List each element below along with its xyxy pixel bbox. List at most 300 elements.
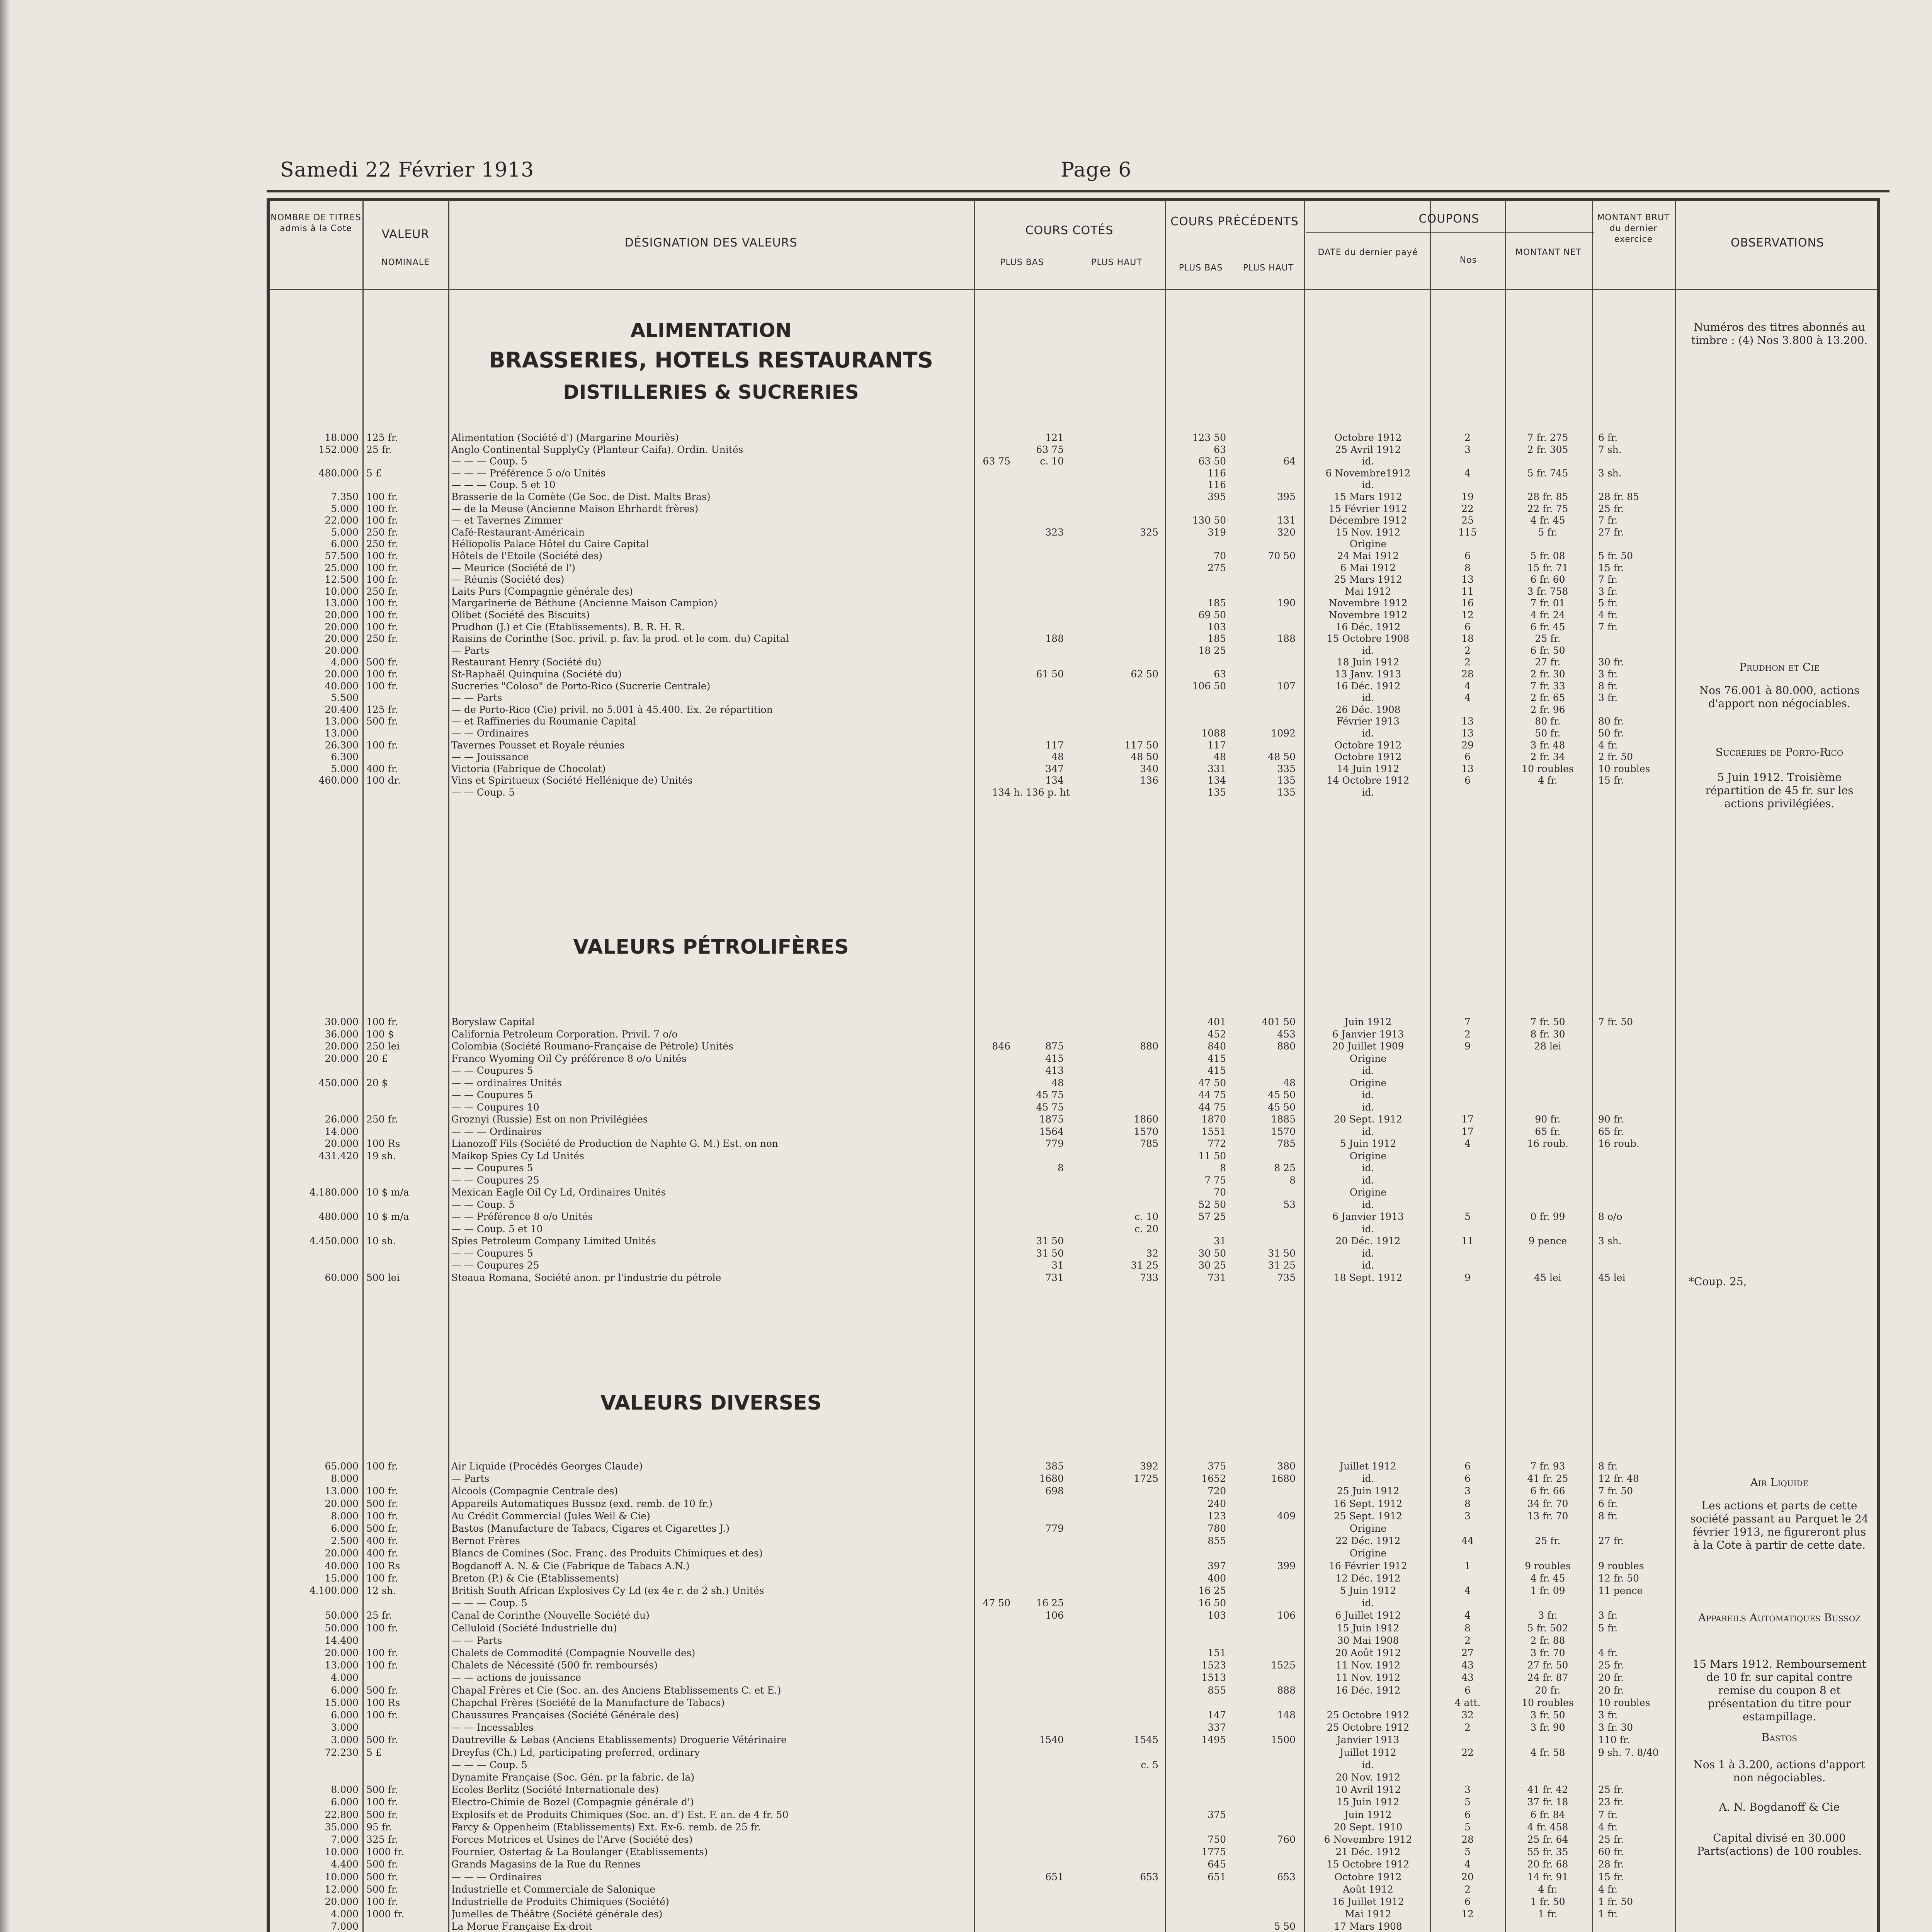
cell-cours-prec-haut: 453: [1277, 1028, 1296, 1040]
cell-valeur-nominale: 250 fr.: [366, 1114, 398, 1125]
cell-titres-admis: 4.450.000: [309, 1235, 359, 1247]
cell-valeur-nominale: 100 fr.: [366, 574, 398, 585]
cell-cours-prec-haut: 395: [1277, 491, 1296, 502]
cell-coupon-date: Juillet 1912: [1340, 1747, 1396, 1758]
cell-montant-brut: 8 o/o: [1598, 1211, 1622, 1222]
cell-coupon-date: id.: [1362, 456, 1374, 467]
cell-designation: — — — Ordinaires: [451, 1871, 542, 1883]
cell-titres-admis: 460.000: [318, 775, 359, 786]
cell-valeur-nominale: 250 fr.: [366, 585, 398, 597]
cell-valeur-nominale: 250 fr.: [366, 633, 398, 645]
table-row: [270, 1908, 1877, 1920]
cell-montant-net: 20 fr.: [1535, 1684, 1561, 1696]
cell-designation: Héliopolis Palace Hôtel du Caire Capital: [451, 538, 649, 550]
cell-montant-net: 28 fr. 85: [1527, 491, 1568, 502]
cell-coupon-date: 20 Nov. 1912: [1335, 1772, 1401, 1783]
cell-cours-prec-haut: 8: [1289, 1174, 1296, 1186]
cell-cours-prec-bas: 415: [1208, 1065, 1226, 1076]
cell-cours-cote-bas: 698: [1045, 1485, 1064, 1497]
cell-cours-prec-haut: 653: [1277, 1871, 1296, 1883]
cell-coupon-numero: 5: [1464, 1796, 1471, 1808]
table-row: [270, 1272, 1877, 1284]
cell-coupon-numero: 9: [1464, 1041, 1471, 1052]
cell-titres-admis: 20.000: [325, 1138, 359, 1149]
cell-valeur-nominale: 100 fr.: [366, 1461, 398, 1472]
cell-montant-brut: 5 fr.: [1598, 1622, 1618, 1634]
cell-designation: — — Ordinaires: [451, 728, 529, 739]
table-row: [270, 1622, 1877, 1634]
cell-designation: — — Coupures 25: [451, 1260, 539, 1271]
cell-cours-cote-bas: 16 25: [1036, 1597, 1064, 1609]
col-montant-net: MONTANT NET: [1515, 248, 1582, 257]
cell-valeur-nominale: 5 £: [366, 467, 382, 479]
cell-cours-prec-haut: 399: [1277, 1560, 1296, 1571]
cell-designation: — — — Coup. 5 et 10: [451, 479, 556, 491]
cell-coupon-date: 14 Juin 1912: [1337, 763, 1400, 774]
cell-valeur-nominale: 100 fr.: [366, 1660, 398, 1671]
cell-valeur-nominale: 100 fr.: [366, 668, 398, 680]
cell-cours-cote-haut: 1570: [1134, 1126, 1158, 1137]
table-row: [270, 1759, 1877, 1771]
cell-montant-brut: 5 fr. 50: [1598, 550, 1633, 561]
cell-coupon-numero: 3: [1464, 444, 1471, 455]
cell-coupon-numero: 8: [1464, 1498, 1471, 1509]
cell-cours-cote-haut: 1725: [1134, 1473, 1158, 1485]
cell-cours-prec-bas: 750: [1208, 1834, 1226, 1845]
cell-designation: Celluloid (Société Industrielle du): [451, 1622, 617, 1634]
cell-coupon-numero: 4: [1464, 1138, 1471, 1149]
cell-cours-prec-haut: 760: [1277, 1834, 1296, 1845]
cell-montant-net: 80 fr.: [1535, 716, 1561, 727]
table-row: [270, 1635, 1877, 1646]
cell-cours-prec-bas: 645: [1208, 1859, 1226, 1870]
cell-cours-prec-bas: 30 25: [1198, 1260, 1226, 1271]
cell-coupon-date: id.: [1362, 692, 1374, 704]
cell-coupon-date: Origine: [1349, 1548, 1387, 1559]
cell-montant-brut: 9 sh. 7. 8/40: [1598, 1747, 1659, 1758]
cell-designation: Chalets de Nécessité (500 fr. remboursés): [451, 1660, 658, 1671]
cell-montant-net: 3 fr. 758: [1527, 585, 1568, 597]
cell-montant-net: 9 roubles: [1525, 1560, 1571, 1571]
cell-montant-brut: 90 fr.: [1598, 1114, 1624, 1125]
cell-montant-net: 5 fr.: [1538, 526, 1558, 538]
cell-coupon-numero: 3: [1464, 1510, 1471, 1522]
cell-coupon-date: Mai 1912: [1345, 585, 1391, 597]
obs-sucreries-title: Sucreries de Porto-Rico: [1715, 746, 1844, 759]
cell-coupon-numero: 3: [1464, 1784, 1471, 1796]
cell-montant-brut: 110 fr.: [1598, 1734, 1630, 1746]
cell-montant-brut: 1 fr.: [1598, 1908, 1618, 1920]
cell-titres-admis: 20.000: [325, 1548, 359, 1559]
cell-coupon-numero: 2: [1464, 656, 1471, 668]
cell-coupon-numero: 11: [1461, 585, 1474, 597]
cell-valeur-nominale: 100 fr.: [366, 1572, 398, 1584]
cell-montant-net: 16 roub.: [1527, 1138, 1568, 1149]
cell-cours-prec-bas: 840: [1208, 1041, 1226, 1052]
cell-cours-cote-bas: 134: [1045, 775, 1064, 786]
cell-designation: — Parts: [451, 645, 490, 656]
table-row: [270, 1734, 1877, 1746]
cell-designation: — Réunis (Société des): [451, 574, 565, 585]
table-row: [270, 1162, 1877, 1174]
cell-coupon-date: 16 Février 1912: [1329, 1560, 1407, 1571]
cell-valeur-nominale: 25 fr.: [366, 1610, 392, 1621]
cell-titres-admis: 6.000: [331, 538, 359, 550]
table-row: [270, 1709, 1877, 1721]
cell-designation: Hôtels de l'Etoile (Société des): [451, 550, 603, 561]
table-row: [270, 574, 1877, 585]
table-row: [270, 1535, 1877, 1547]
header-page-number: Page 6: [1061, 158, 1132, 182]
cell-designation: Forces Motrices et Usines de l'Arve (Société des): [451, 1834, 693, 1845]
cell-coupon-numero: 17: [1461, 1126, 1474, 1137]
cell-cours-prec-bas: 1652: [1201, 1473, 1226, 1485]
cell-cours-cote-bas: 117: [1045, 739, 1064, 751]
cell-montant-net: 4 fr. 24: [1530, 609, 1565, 621]
cell-montant-net: 55 fr. 35: [1527, 1846, 1568, 1858]
col-prec-plus-haut: PLUS HAUT: [1243, 263, 1294, 273]
cell-cours-cote-haut: 880: [1140, 1041, 1158, 1052]
col-nombre: NOMBRE DE TITRES admis à la Cote: [270, 213, 361, 233]
table-row: [270, 491, 1877, 503]
col-valeur: VALEUR: [381, 228, 430, 241]
cell-coupon-date: 22 Déc. 1912: [1335, 1535, 1401, 1547]
cell-cours-cote-bas: 1680: [1039, 1473, 1064, 1485]
cell-cours-prec-bas: 319: [1208, 526, 1226, 538]
cell-montant-brut: 3 fr. 30: [1598, 1722, 1633, 1733]
cell-cours-prec-bas: 151: [1208, 1647, 1226, 1658]
cell-designation: — — — Coup. 5: [451, 1597, 527, 1609]
obs-prudhon: Nos 76.001 à 80.000, actions d'apport non négociables.: [1699, 684, 1860, 710]
cell-montant-brut: 6 fr.: [1598, 1498, 1618, 1509]
cell-titres-admis: 20.000: [325, 1498, 359, 1509]
cell-coupon-numero: 3: [1464, 1485, 1471, 1497]
table-row: [270, 1672, 1877, 1684]
cell-titres-admis: 7.350: [331, 491, 359, 502]
cell-coupon-date: id.: [1362, 728, 1374, 739]
cell-cours-prec-bas: 31: [1214, 1235, 1226, 1247]
cell-cours-prec-bas: 397: [1208, 1560, 1226, 1571]
cell-coupon-numero: 12: [1461, 609, 1474, 621]
cell-valeur-nominale: 1000 fr.: [366, 1846, 404, 1858]
cell-titres-admis: 57.500: [325, 550, 359, 561]
cell-valeur-nominale: 500 fr.: [366, 1883, 398, 1895]
cell-cours-prec-bas: 401: [1208, 1016, 1226, 1027]
header-rule: [267, 190, 1889, 192]
cell-montant-net: 4 fr.: [1538, 1883, 1558, 1895]
cell-titres-admis: 13.000: [325, 728, 359, 739]
cell-montant-brut: 25 fr.: [1598, 503, 1624, 514]
table-row: [270, 1784, 1877, 1796]
cell-coupon-numero: 4: [1464, 692, 1471, 704]
cell-coupon-date: 5 Juin 1912: [1340, 1585, 1396, 1596]
cell-coupon-date: 11 Nov. 1912: [1335, 1672, 1401, 1684]
cell-montant-brut: 20 fr.: [1598, 1684, 1624, 1696]
table-row: [270, 633, 1877, 645]
cell-valeur-nominale: 100 fr.: [366, 621, 398, 633]
cell-coupon-date: 6 Mai 1912: [1340, 562, 1396, 573]
cell-titres-admis: 25.000: [325, 562, 359, 573]
cell-montant-net: 5 fr. 08: [1530, 550, 1565, 561]
cell-valeur-nominale: 100 Rs: [366, 1138, 400, 1149]
cell-montant-brut: 6 fr.: [1598, 432, 1618, 443]
table-row: [270, 503, 1877, 515]
cell-montant-brut: 9 roubles: [1598, 1560, 1644, 1571]
cell-coupon-date: 15 Octobre 1912: [1327, 1859, 1410, 1870]
cell-coupon-numero: 9: [1464, 1272, 1471, 1283]
table-row: [270, 1560, 1877, 1572]
cell-designation: Electro-Chimie de Bozel (Compagnie générale d'): [451, 1796, 694, 1808]
cell-valeur-nominale: 100 fr.: [366, 680, 398, 692]
cell-coupon-numero: 6: [1464, 621, 1471, 633]
cell-coupon-numero: 43: [1461, 1660, 1474, 1671]
table-row: [270, 1796, 1877, 1808]
cell-cours-prec-bas: 57 25: [1198, 1211, 1226, 1222]
cell-montant-brut: 3 sh.: [1598, 467, 1622, 479]
col-valeur-sub: NOMINALE: [381, 258, 430, 267]
page-spine-shadow: [0, 0, 10, 1932]
cell-cours-cote-bas: 8: [1058, 1162, 1064, 1173]
cell-cours-cote-haut: c. 10: [1134, 1211, 1158, 1222]
cell-cours-cote-haut: 48 50: [1131, 751, 1158, 763]
cell-cours-cote-extra: 63 75: [983, 456, 1010, 467]
cell-titres-admis: 22.800: [325, 1809, 359, 1820]
cell-coupon-date: Origine: [1349, 1077, 1387, 1088]
cell-valeur-nominale: 100 fr.: [366, 1647, 398, 1658]
table-row: [270, 586, 1877, 597]
cell-coupon-date: 6 Novembre1912: [1325, 467, 1411, 479]
cell-titres-admis: 50.000: [325, 1622, 359, 1634]
cell-designation: — — Incessables: [451, 1722, 534, 1733]
cell-montant-net: 24 fr. 87: [1527, 1672, 1568, 1684]
cell-coupon-numero: 2: [1464, 645, 1471, 656]
cell-cours-cote-haut: 785: [1140, 1138, 1158, 1149]
col-cours-precedents: COURS PRÉCÉDENTS: [1170, 215, 1299, 228]
cell-coupon-date: 5 Juin 1912: [1340, 1138, 1396, 1149]
table-row: [270, 1461, 1877, 1472]
cell-valeur-nominale: 500 lei: [366, 1272, 400, 1283]
cell-valeur-nominale: 500 fr.: [366, 1809, 398, 1820]
cell-cours-prec-haut: 401 50: [1262, 1016, 1296, 1027]
cell-designation: Alimentation (Société d') (Margarine Mouriès): [451, 432, 679, 443]
cell-designation: — — Parts: [451, 692, 502, 704]
cell-designation: Chapchal Frères (Société de la Manufacture de Tabacs): [451, 1697, 725, 1708]
cell-cours-cote-haut: 62 50: [1131, 668, 1158, 680]
obs-bastos-title: Bastos: [1761, 1731, 1798, 1744]
cell-titres-admis: 450.000: [318, 1077, 359, 1088]
cell-coupon-numero: 6: [1464, 1473, 1471, 1485]
cell-montant-brut: 3 sh.: [1598, 1235, 1622, 1247]
cell-cours-cote-haut: 733: [1140, 1272, 1158, 1283]
cell-coupon-date: 16 Juillet 1912: [1332, 1896, 1404, 1907]
table-row: [270, 1053, 1877, 1065]
cell-cours-prec-bas: 30 50: [1198, 1247, 1226, 1259]
cell-titres-admis: 20.000: [325, 1647, 359, 1658]
col-cours-cotes: COURS COTÉS: [1025, 224, 1114, 237]
cell-valeur-nominale: 100 fr.: [366, 491, 398, 502]
cell-montant-net: 7 fr. 50: [1530, 1016, 1565, 1027]
cell-cours-prec-bas: 16 25: [1198, 1585, 1226, 1596]
cell-coupon-numero: 6: [1464, 751, 1471, 763]
cell-valeur-nominale: 500 fr.: [366, 1523, 398, 1534]
cell-coupon-date: 17 Mars 1908: [1334, 1921, 1402, 1932]
cell-cours-cote-bas: 1540: [1039, 1734, 1064, 1746]
cell-cours-prec-bas: 52 50: [1198, 1199, 1226, 1210]
cell-titres-admis: 26.000: [325, 1114, 359, 1125]
cell-cours-cote-bas: 1564: [1039, 1126, 1064, 1137]
cell-cours-cote-haut: 136: [1140, 775, 1158, 786]
cell-valeur-nominale: 500 fr.: [366, 656, 398, 668]
cell-designation: — de la Meuse (Ancienne Maison Ehrhardt frères): [451, 503, 699, 514]
cell-designation: — — — Ordinaires: [451, 1126, 542, 1137]
cell-montant-brut: 7 sh.: [1598, 444, 1622, 455]
cell-titres-admis: 26.300: [325, 739, 359, 751]
cell-titres-admis: 5.000: [331, 503, 359, 514]
cell-cours-prec-bas: 63: [1214, 444, 1226, 455]
cell-montant-brut: 50 fr.: [1598, 728, 1624, 739]
cell-cours-prec-haut: 5 50: [1274, 1921, 1296, 1932]
cell-montant-net: 37 fr. 18: [1527, 1796, 1568, 1808]
cell-titres-admis: 8.000: [331, 1473, 359, 1485]
cell-coupon-numero: 4: [1464, 467, 1471, 479]
cell-cours-cote-bas: 779: [1045, 1138, 1064, 1149]
cell-coupon-date: Origine: [1349, 1053, 1387, 1064]
cell-coupon-date: 20 Sept. 1912: [1333, 1114, 1403, 1125]
cell-montant-brut: 8 fr.: [1598, 1510, 1618, 1522]
cell-montant-brut: 3 fr.: [1598, 1709, 1618, 1721]
cell-coupon-date: 14 Octobre 1912: [1327, 775, 1410, 786]
cell-montant-net: 6 fr. 84: [1530, 1809, 1565, 1820]
cell-titres-admis: 18.000: [325, 432, 359, 443]
table-row: [270, 1585, 1877, 1597]
cell-montant-brut: 7 fr.: [1598, 1809, 1618, 1820]
table-row: [270, 1834, 1877, 1845]
cell-montant-brut: 20 fr.: [1598, 1672, 1624, 1684]
cell-cours-cote-haut: 117 50: [1124, 739, 1158, 751]
cell-coupon-date: id.: [1362, 1759, 1374, 1770]
cell-designation: — — ordinaires Unités: [451, 1077, 562, 1088]
cell-titres-admis: 14.000: [325, 1126, 359, 1137]
cell-coupon-date: id.: [1362, 1065, 1374, 1076]
cell-designation: Prudhon (J.) et Cie (Etablissements). B. R. H. R.: [451, 621, 685, 633]
cell-designation: Groznyi (Russie) Est on non Privilégiées: [451, 1114, 648, 1125]
cell-titres-admis: 20.000: [325, 621, 359, 633]
cell-titres-admis: 4.000: [331, 1672, 359, 1684]
cell-designation: — — Coupures 25: [451, 1174, 539, 1186]
cell-designation: Dautreville & Lebas (Anciens Etablissements) Droguerie Vétérinaire: [451, 1734, 787, 1746]
cell-designation: Lianozoff Fils (Société de Production de Naphte G. M.) Est. on non: [451, 1138, 779, 1149]
cell-designation: — — — Préférence 5 o/o Unités: [451, 467, 606, 479]
cell-valeur-nominale: 125 fr.: [366, 704, 398, 715]
cell-cours-cote-haut: 1545: [1134, 1734, 1158, 1746]
cell-coupon-date: 15 Juin 1912: [1337, 1622, 1400, 1634]
cell-titres-admis: 65.000: [325, 1461, 359, 1472]
cell-coupon-date: 21 Déc. 1912: [1335, 1846, 1401, 1858]
table-row: [270, 1260, 1877, 1271]
cell-titres-admis: 14.400: [325, 1634, 359, 1646]
cell-montant-net: 45 lei: [1534, 1272, 1561, 1283]
coupons-underline: [1306, 232, 1594, 233]
cell-montant-net: 4 fr. 58: [1530, 1747, 1565, 1758]
cell-designation: — Parts: [451, 1473, 490, 1485]
cell-titres-admis: 5.000: [331, 763, 359, 774]
cell-coupon-date: Origine: [1349, 1187, 1387, 1198]
cell-titres-admis: 20.000: [325, 609, 359, 621]
cell-cours-prec-bas: 116: [1208, 467, 1226, 479]
cell-valeur-nominale: 500 fr.: [366, 1784, 398, 1796]
cell-cours-prec-bas: 1775: [1201, 1846, 1226, 1858]
cell-coupon-date: 20 Juillet 1909: [1332, 1041, 1404, 1052]
cell-valeur-nominale: 100 fr.: [366, 1796, 398, 1808]
cell-valeur-nominale: 100 Rs: [366, 1560, 400, 1571]
cell-cours-cote-bas: 31 50: [1036, 1247, 1064, 1259]
cell-designation: — — — Coup. 5: [451, 456, 527, 467]
cell-titres-admis: 10.000: [325, 1871, 359, 1883]
cell-designation: Sucreries "Coloso" de Porto-Rico (Sucrerie Centrale): [451, 680, 711, 692]
cell-cours-prec-bas: 70: [1214, 550, 1226, 561]
table-row: [270, 1077, 1877, 1089]
table-row: [270, 1126, 1877, 1138]
cell-cours-prec-haut: 1500: [1271, 1734, 1296, 1746]
table-row: [270, 562, 1877, 574]
cell-titres-admis: 2.500: [331, 1535, 359, 1547]
cell-coupon-date: 25 Mars 1912: [1334, 574, 1402, 585]
cell-cours-prec-haut: 785: [1277, 1138, 1296, 1149]
cell-cours-prec-haut: 735: [1277, 1272, 1296, 1283]
cell-cours-cote-bas: 731: [1045, 1272, 1064, 1283]
cell-coupon-numero: 18: [1461, 633, 1474, 645]
cell-titres-admis: 6.000: [331, 1796, 359, 1808]
cell-titres-admis: 15.000: [325, 1697, 359, 1708]
cell-montant-net: 10 roubles: [1522, 763, 1574, 774]
cell-valeur-nominale: 400 fr.: [366, 763, 398, 774]
cell-cours-prec-haut: 53: [1283, 1199, 1296, 1210]
cell-cours-cote-haut: 653: [1140, 1871, 1158, 1883]
section-subtitle-distilleries: DISTILLERIES & SUCRERIES: [563, 381, 859, 403]
cell-coupon-numero: 5: [1464, 1821, 1471, 1833]
cell-titres-admis: 22.000: [325, 515, 359, 526]
cell-montant-brut: 45 lei: [1598, 1272, 1626, 1283]
cell-cours-prec-bas: 1551: [1201, 1126, 1226, 1137]
cell-designation: Fournier, Ostertag & La Boulanger (Etablissements): [451, 1846, 708, 1858]
cell-titres-admis: 20.000: [325, 1041, 359, 1052]
section-title-petroliferes: VALEURS PÉTROLIFÈRES: [573, 935, 849, 959]
cell-valeur-nominale: 500 fr.: [366, 1498, 398, 1509]
cell-coupon-date: 12 Déc. 1912: [1335, 1572, 1401, 1584]
cell-coupon-numero: 5: [1464, 1846, 1471, 1858]
cell-cours-prec-bas: 11 50: [1198, 1150, 1226, 1162]
cell-montant-net: 3 fr. 90: [1530, 1722, 1565, 1733]
table-row: [270, 1065, 1877, 1077]
cell-cours-prec-haut: 1680: [1271, 1473, 1296, 1485]
cell-cours-prec-haut: 880: [1277, 1041, 1296, 1052]
cell-coupon-date: 25 Avril 1912: [1335, 444, 1401, 455]
cell-cours-prec-bas: 1870: [1201, 1114, 1226, 1125]
cell-valeur-nominale: 125 fr.: [366, 432, 398, 443]
cell-valeur-nominale: 100 fr.: [366, 562, 398, 573]
cell-cours-prec-bas: 731: [1208, 1272, 1226, 1283]
cell-montant-net: 90 fr.: [1535, 1114, 1561, 1125]
cell-coupon-numero: 4: [1464, 1585, 1471, 1596]
cell-montant-net: 3 fr.: [1538, 1610, 1558, 1621]
cell-montant-net: 1 fr. 50: [1530, 1896, 1565, 1907]
cell-designation: — de Porto-Rico (Cie) privil. no 5.001 à 45.400. Ex. 2e répartition: [451, 704, 773, 715]
cell-cours-prec-bas: 44 75: [1198, 1089, 1226, 1100]
cell-designation: Breton (P.) & Cie (Etablissements): [451, 1572, 619, 1584]
cell-cours-prec-bas: 337: [1208, 1722, 1226, 1733]
cell-montant-brut: 1 fr. 50: [1598, 1896, 1633, 1907]
cell-montant-net: 41 fr. 25: [1527, 1473, 1568, 1485]
